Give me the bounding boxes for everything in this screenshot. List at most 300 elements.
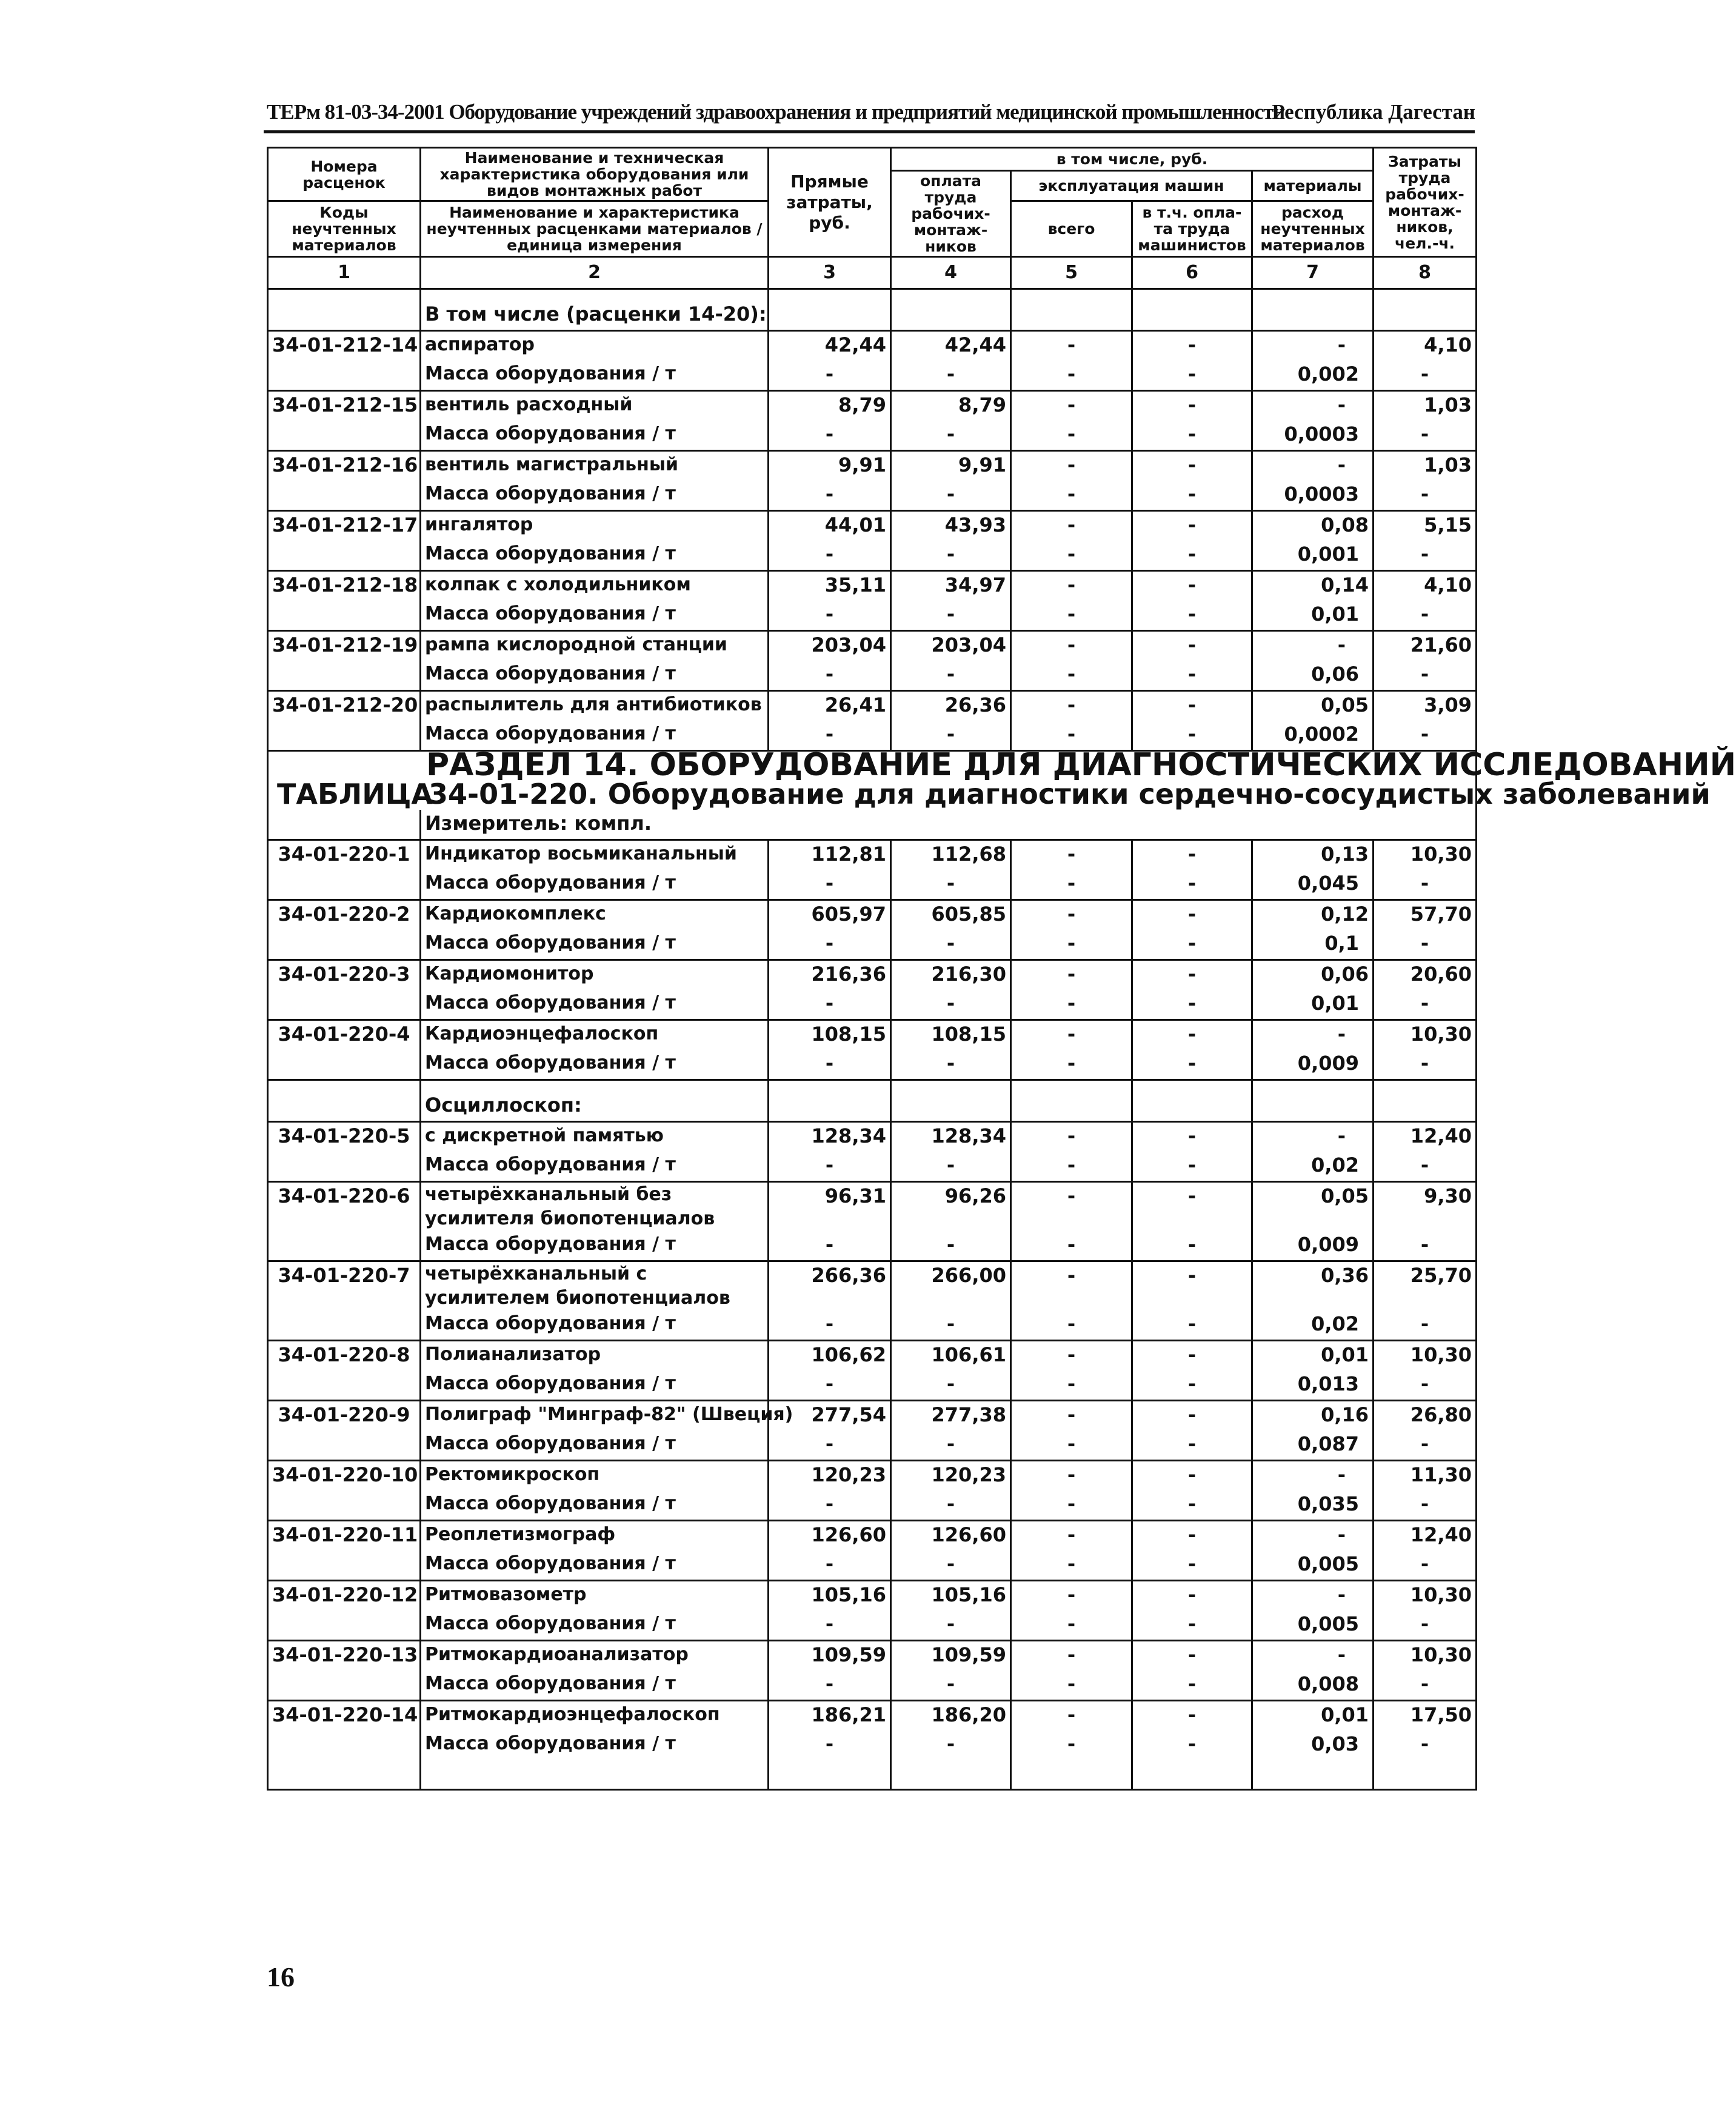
- machinists-pay: -: [1132, 960, 1252, 990]
- section-title: РАЗДЕЛ 14. ОБОРУДОВАНИЕ ДЛЯ ДИАГНОСТИЧЕСКИХ ИССЛЕДОВАНИЙ: [268, 751, 1477, 781]
- mass-machinists-pay: -: [1132, 1490, 1252, 1521]
- header-machines: эксплуатация машин: [1011, 171, 1252, 201]
- labor-pay: 105,16: [891, 1581, 1011, 1611]
- mass-direct-cost: -: [769, 1310, 891, 1341]
- mass-machines-total: -: [1011, 481, 1132, 511]
- rate-code: 34-01-212-18: [268, 571, 421, 601]
- header-col8: Затраты труда рабочих-монтаж-ников, чел.-ч.: [1374, 148, 1477, 257]
- item-name: Ритмокардиоэнцефалоскоп: [421, 1701, 769, 1731]
- blank-cell: [268, 1731, 421, 1760]
- item-name: Реоплетизмограф: [421, 1521, 769, 1551]
- mass-row: [268, 1370, 1477, 1401]
- mass-labor-hours: -: [1374, 1671, 1477, 1701]
- mass-label: Масса оборудования / т: [421, 1152, 769, 1182]
- labor-pay: 120,23: [891, 1461, 1011, 1491]
- labor-hours: 25,70: [1374, 1261, 1477, 1311]
- mass-labor-hours: -: [1374, 1050, 1477, 1080]
- mass-value: 0,035: [1252, 1490, 1374, 1521]
- mass-labor-hours: -: [1374, 930, 1477, 960]
- mass-direct-cost: -: [769, 1430, 891, 1461]
- section-title-row: [268, 751, 1477, 781]
- direct-cost: 109,59: [769, 1641, 891, 1671]
- machines-total: -: [1011, 1641, 1132, 1671]
- rows-group-b: [268, 840, 1477, 1080]
- blank-cell: [268, 990, 421, 1020]
- mass-labor-hours: -: [1374, 661, 1477, 691]
- labor-hours: 10,30: [1374, 840, 1477, 870]
- machinists-pay: -: [1132, 1401, 1252, 1431]
- labor-hours: 4,10: [1374, 571, 1477, 601]
- table-row: [268, 571, 1477, 601]
- machines-total: -: [1011, 1461, 1132, 1491]
- materials-cost: -: [1252, 331, 1374, 361]
- rate-code: 34-01-220-12: [268, 1581, 421, 1611]
- labor-hours: 1,03: [1374, 391, 1477, 421]
- mass-value: 0,1: [1252, 930, 1374, 960]
- mass-row: [268, 541, 1477, 571]
- labor-hours: 12,40: [1374, 1122, 1477, 1152]
- table-row: [268, 331, 1477, 361]
- mass-machinists-pay: -: [1132, 1310, 1252, 1341]
- machines-total: -: [1011, 1401, 1132, 1431]
- mass-value: 0,002: [1252, 361, 1374, 391]
- rate-code: 34-01-220-9: [268, 1401, 421, 1431]
- item-name: Ректомикроскоп: [421, 1461, 769, 1491]
- table-row: [268, 631, 1477, 661]
- direct-cost: 266,36: [769, 1261, 891, 1311]
- machines-total: -: [1011, 840, 1132, 870]
- table-row: [268, 1701, 1477, 1731]
- materials-cost: -: [1252, 1581, 1374, 1611]
- mass-direct-cost: -: [769, 541, 891, 571]
- machines-total: -: [1011, 571, 1132, 601]
- column-number: 4: [891, 257, 1011, 289]
- labor-pay: 8,79: [891, 391, 1011, 421]
- mass-direct-cost: -: [769, 1611, 891, 1641]
- labor-pay: 266,00: [891, 1261, 1011, 1311]
- mass-labor-pay: -: [891, 1050, 1011, 1080]
- item-name: Кардиокомплекс: [421, 900, 769, 930]
- running-header-region: Республика Дагестан: [1272, 100, 1475, 124]
- mass-machines-total: -: [1011, 661, 1132, 691]
- labor-pay: 109,59: [891, 1641, 1011, 1671]
- mass-labor-pay: -: [891, 421, 1011, 451]
- labor-hours: 12,40: [1374, 1521, 1477, 1551]
- materials-cost: -: [1252, 1020, 1374, 1050]
- mass-labor-hours: -: [1374, 541, 1477, 571]
- mass-labor-hours: -: [1374, 1370, 1477, 1401]
- direct-cost: 126,60: [769, 1521, 891, 1551]
- direct-cost: 35,11: [769, 571, 891, 601]
- labor-hours: 17,50: [1374, 1701, 1477, 1731]
- machinists-pay: -: [1132, 1701, 1252, 1731]
- mass-value: 0,009: [1252, 1050, 1374, 1080]
- mass-labor-pay: -: [891, 1310, 1011, 1341]
- labor-hours: 9,30: [1374, 1182, 1477, 1232]
- mass-value: 0,008: [1252, 1671, 1374, 1701]
- materials-cost: -: [1252, 1122, 1374, 1152]
- table-row: [268, 1341, 1477, 1371]
- labor-pay: 9,91: [891, 451, 1011, 481]
- mass-machinists-pay: -: [1132, 870, 1252, 900]
- mass-machines-total: -: [1011, 1611, 1132, 1641]
- mass-machinists-pay: -: [1132, 1050, 1252, 1080]
- machinists-pay: -: [1132, 1261, 1252, 1311]
- rate-code: 34-01-220-2: [268, 900, 421, 930]
- mass-row: [268, 1310, 1477, 1341]
- item-name: Полианализатор: [421, 1341, 769, 1371]
- mass-machinists-pay: -: [1132, 1551, 1252, 1581]
- rate-code: 34-01-220-10: [268, 1461, 421, 1491]
- mass-machinists-pay: -: [1132, 1731, 1252, 1760]
- machinists-pay: -: [1132, 511, 1252, 541]
- table-row: [268, 1182, 1477, 1232]
- mass-value: 0,0003: [1252, 421, 1374, 451]
- mass-value: 0,0003: [1252, 481, 1374, 511]
- unit-row: [268, 810, 1477, 840]
- mass-machinists-pay: -: [1132, 661, 1252, 691]
- mass-value: 0,087: [1252, 1430, 1374, 1461]
- table-end-row: [268, 1760, 1477, 1790]
- group2-block: [268, 1080, 1477, 1122]
- direct-cost: 108,15: [769, 1020, 891, 1050]
- table-row: [268, 691, 1477, 721]
- rate-code: 34-01-220-7: [268, 1261, 421, 1311]
- labor-hours: 10,30: [1374, 1581, 1477, 1611]
- column-number: 3: [769, 257, 891, 289]
- blank-cell: [268, 1430, 421, 1461]
- mass-label: Масса оборудования / т: [421, 1310, 769, 1341]
- labor-hours: 10,30: [1374, 1020, 1477, 1050]
- blank-cell: [268, 721, 421, 751]
- mass-machines-total: -: [1011, 721, 1132, 751]
- mass-labor-pay: -: [891, 481, 1011, 511]
- mass-row: [268, 1430, 1477, 1461]
- machines-total: -: [1011, 1581, 1132, 1611]
- mass-label: Масса оборудования / т: [421, 601, 769, 631]
- mass-row: [268, 990, 1477, 1020]
- direct-cost: 9,91: [769, 451, 891, 481]
- group-row: [268, 301, 1477, 331]
- mass-value: 0,005: [1252, 1611, 1374, 1641]
- mass-direct-cost: -: [769, 421, 891, 451]
- blank-cell: [268, 930, 421, 960]
- header-group: в том числе, руб.: [891, 148, 1374, 171]
- mass-labor-hours: -: [1374, 601, 1477, 631]
- item-name: вентиль расходный: [421, 391, 769, 421]
- machinists-pay: -: [1132, 571, 1252, 601]
- labor-pay: 106,61: [891, 1341, 1011, 1371]
- materials-cost: 0,12: [1252, 900, 1374, 930]
- mass-direct-cost: -: [769, 870, 891, 900]
- column-number: 6: [1132, 257, 1252, 289]
- blank-cell: [268, 601, 421, 631]
- labor-hours: 21,60: [1374, 631, 1477, 661]
- header-col1-bottom: Коды неучтенных материалов: [268, 201, 421, 257]
- labor-hours: 26,80: [1374, 1401, 1477, 1431]
- mass-label: Масса оборудования / т: [421, 1551, 769, 1581]
- machines-total: -: [1011, 1182, 1132, 1232]
- rate-code: 34-01-220-4: [268, 1020, 421, 1050]
- mass-value: 0,03: [1252, 1731, 1374, 1760]
- mass-machines-total: -: [1011, 601, 1132, 631]
- materials-cost: 0,14: [1252, 571, 1374, 601]
- mass-direct-cost: -: [769, 990, 891, 1020]
- mass-machines-total: -: [1011, 1310, 1132, 1341]
- mass-labor-hours: -: [1374, 721, 1477, 751]
- labor-pay: 96,26: [891, 1182, 1011, 1232]
- mass-machinists-pay: -: [1132, 421, 1252, 451]
- mass-machinists-pay: -: [1132, 1671, 1252, 1701]
- mass-labor-pay: -: [891, 870, 1011, 900]
- mass-direct-cost: -: [769, 481, 891, 511]
- table-title-text: 34-01-220. Оборудование для диагностики сердечно-сосудистых заболеваний: [429, 778, 1711, 810]
- labor-pay: 605,85: [891, 900, 1011, 930]
- mass-labor-pay: -: [891, 1731, 1011, 1760]
- mass-labor-pay: -: [891, 1430, 1011, 1461]
- machinists-pay: -: [1132, 391, 1252, 421]
- mass-labor-hours: -: [1374, 1231, 1477, 1261]
- rate-code: 34-01-212-19: [268, 631, 421, 661]
- machines-total: -: [1011, 631, 1132, 661]
- mass-machinists-pay: -: [1132, 481, 1252, 511]
- mass-machinists-pay: -: [1132, 721, 1252, 751]
- rate-code: 34-01-212-15: [268, 391, 421, 421]
- mass-labor-hours: -: [1374, 990, 1477, 1020]
- table-row: [268, 451, 1477, 481]
- header-col2-bottom: Наименование и характеристика неучтенных расценками материалов / единица измерения: [421, 201, 769, 257]
- machinists-pay: -: [1132, 1122, 1252, 1152]
- mass-label: Масса оборудования / т: [421, 1490, 769, 1521]
- table-row: [268, 900, 1477, 930]
- mass-label: Масса оборудования / т: [421, 990, 769, 1020]
- column-number: 5: [1011, 257, 1132, 289]
- mass-row: [268, 1731, 1477, 1760]
- machines-total: -: [1011, 331, 1132, 361]
- item-name: Полиграф "Минграф-82" (Швеция): [421, 1401, 769, 1431]
- materials-cost: 0,01: [1252, 1341, 1374, 1371]
- mass-machinists-pay: -: [1132, 1152, 1252, 1182]
- materials-cost: -: [1252, 631, 1374, 661]
- table-row: [268, 1261, 1477, 1311]
- machines-total: -: [1011, 1521, 1132, 1551]
- labor-hours: 10,30: [1374, 1341, 1477, 1371]
- direct-cost: 203,04: [769, 631, 891, 661]
- labor-pay: 108,15: [891, 1020, 1011, 1050]
- mass-machines-total: -: [1011, 930, 1132, 960]
- mass-labor-pay: -: [891, 1490, 1011, 1521]
- labor-pay: 128,34: [891, 1122, 1011, 1152]
- mass-row: [268, 661, 1477, 691]
- item-name: ингалятор: [421, 511, 769, 541]
- mass-labor-hours: -: [1374, 1611, 1477, 1641]
- rate-code: 34-01-220-8: [268, 1341, 421, 1371]
- mass-row: [268, 1551, 1477, 1581]
- table-title-label: ТАБЛИЦА: [277, 778, 433, 810]
- blank-cell: [268, 481, 421, 511]
- rate-code: 34-01-220-13: [268, 1641, 421, 1671]
- mass-machinists-pay: -: [1132, 1611, 1252, 1641]
- direct-cost: 26,41: [769, 691, 891, 721]
- machines-total: -: [1011, 1341, 1132, 1371]
- mass-direct-cost: -: [769, 601, 891, 631]
- mass-direct-cost: -: [769, 1231, 891, 1261]
- unit-label: Измеритель: компл.: [421, 810, 1477, 840]
- mass-direct-cost: -: [769, 1152, 891, 1182]
- mass-row: [268, 361, 1477, 391]
- column-number: 1: [268, 257, 421, 289]
- table-row: [268, 1641, 1477, 1671]
- table-row: [268, 391, 1477, 421]
- blank-cell: [268, 421, 421, 451]
- mass-row: [268, 1050, 1477, 1080]
- labor-hours: 5,15: [1374, 511, 1477, 541]
- mass-row: [268, 1152, 1477, 1182]
- labor-hours: 3,09: [1374, 691, 1477, 721]
- labor-pay: 277,38: [891, 1401, 1011, 1431]
- mass-machines-total: -: [1011, 1370, 1132, 1401]
- direct-cost: 277,54: [769, 1401, 891, 1431]
- mass-machines-total: -: [1011, 541, 1132, 571]
- mass-value: 0,01: [1252, 601, 1374, 631]
- mass-labor-pay: -: [891, 541, 1011, 571]
- column-numbers-row: [268, 257, 1477, 289]
- rows-group-c: [268, 1122, 1477, 1760]
- item-name: колпак с холодильником: [421, 571, 769, 601]
- rate-code: 34-01-212-16: [268, 451, 421, 481]
- mass-direct-cost: -: [769, 1671, 891, 1701]
- mass-label: Масса оборудования / т: [421, 721, 769, 751]
- header-col4: оплата труда рабочих-монтаж-ников: [891, 171, 1011, 257]
- rate-code: 34-01-220-3: [268, 960, 421, 990]
- materials-cost: 0,13: [1252, 840, 1374, 870]
- materials-cost: -: [1252, 391, 1374, 421]
- mass-machines-total: -: [1011, 1731, 1132, 1760]
- materials-cost: 0,16: [1252, 1401, 1374, 1431]
- labor-hours: 57,70: [1374, 900, 1477, 930]
- blank-cell: [268, 1551, 421, 1581]
- table-title-row: [268, 781, 1477, 810]
- mass-machines-total: -: [1011, 361, 1132, 391]
- machinists-pay: -: [1132, 631, 1252, 661]
- group-label: В том числе (расценки 14-20):: [421, 301, 769, 331]
- direct-cost: 8,79: [769, 391, 891, 421]
- mass-labor-pay: -: [891, 1551, 1011, 1581]
- labor-pay: 34,97: [891, 571, 1011, 601]
- blank-cell: [268, 661, 421, 691]
- item-name: рампа кислородной станции: [421, 631, 769, 661]
- blank-cell: [268, 1050, 421, 1080]
- rate-code: 34-01-220-6: [268, 1182, 421, 1232]
- header-col2-top: Наименование и техническая характеристика оборудования или видов монтажных работ: [421, 148, 769, 201]
- table-header: [268, 148, 1477, 289]
- mass-value: 0,045: [1252, 870, 1374, 900]
- rate-code: 34-01-220-14: [268, 1701, 421, 1731]
- mass-direct-cost: -: [769, 1370, 891, 1401]
- blank-cell: [268, 1370, 421, 1401]
- materials-cost: -: [1252, 1641, 1374, 1671]
- labor-hours: 20,60: [1374, 960, 1477, 990]
- machinists-pay: -: [1132, 1461, 1252, 1491]
- mass-labor-hours: -: [1374, 1551, 1477, 1581]
- item-name: распылитель для антибиотиков: [421, 691, 769, 721]
- direct-cost: 128,34: [769, 1122, 891, 1152]
- mass-labor-hours: -: [1374, 1430, 1477, 1461]
- labor-hours: 10,30: [1374, 1641, 1477, 1671]
- mass-machinists-pay: -: [1132, 1430, 1252, 1461]
- mass-value: 0,001: [1252, 541, 1374, 571]
- table-row: [268, 1020, 1477, 1050]
- mass-labor-hours: -: [1374, 421, 1477, 451]
- mass-row: [268, 870, 1477, 900]
- rate-code: 34-01-220-11: [268, 1521, 421, 1551]
- mass-machines-total: -: [1011, 421, 1132, 451]
- mass-row: [268, 1611, 1477, 1641]
- header-col3: Прямые затраты, руб.: [769, 148, 891, 257]
- machines-total: -: [1011, 1122, 1132, 1152]
- item-name: Кардиомонитор: [421, 960, 769, 990]
- mass-direct-cost: -: [769, 1490, 891, 1521]
- mass-value: 0,01: [1252, 990, 1374, 1020]
- column-number: 8: [1374, 257, 1477, 289]
- mass-labor-pay: -: [891, 601, 1011, 631]
- mass-label: Масса оборудования / т: [421, 421, 769, 451]
- column-number: 7: [1252, 257, 1374, 289]
- blank-cell: [268, 1671, 421, 1701]
- mass-labor-pay: -: [891, 1370, 1011, 1401]
- header-col7: расход неучтенных материалов: [1252, 201, 1374, 257]
- mass-label: Масса оборудования / т: [421, 1050, 769, 1080]
- materials-cost: -: [1252, 1461, 1374, 1491]
- item-name: Ритмовазометр: [421, 1581, 769, 1611]
- machinists-pay: -: [1132, 1020, 1252, 1050]
- mass-row: [268, 481, 1477, 511]
- blank-cell: [268, 541, 421, 571]
- header-col1-top: Номера расценок: [268, 148, 421, 201]
- blank-cell: [268, 1490, 421, 1521]
- machines-total: -: [1011, 900, 1132, 930]
- labor-pay: 126,60: [891, 1521, 1011, 1551]
- mass-direct-cost: -: [769, 930, 891, 960]
- running-header-title: ТЕРм 81-03-34-2001 Оборудование учреждений здравоохранения и предприятий медицинской промышленности: [267, 100, 1285, 124]
- table-row: [268, 1521, 1477, 1551]
- machinists-pay: -: [1132, 451, 1252, 481]
- mass-value: 0,013: [1252, 1370, 1374, 1401]
- mass-machinists-pay: -: [1132, 930, 1252, 960]
- table-row: [268, 1461, 1477, 1491]
- item-name: Ритмокардиоанализатор: [421, 1641, 769, 1671]
- mass-machines-total: -: [1011, 870, 1132, 900]
- mass-value: 0,005: [1252, 1551, 1374, 1581]
- header-col5: всего: [1011, 201, 1132, 257]
- table-row: [268, 840, 1477, 870]
- page-number: 16: [267, 1961, 295, 1992]
- labor-hours: 11,30: [1374, 1461, 1477, 1491]
- mass-labor-hours: -: [1374, 1731, 1477, 1760]
- header-col6: в т.ч. опла-та труда машинистов: [1132, 201, 1252, 257]
- mass-machines-total: -: [1011, 1231, 1132, 1261]
- labor-pay: 43,93: [891, 511, 1011, 541]
- mass-row: [268, 1490, 1477, 1521]
- mass-direct-cost: -: [769, 721, 891, 751]
- mass-label: Масса оборудования / т: [421, 481, 769, 511]
- mass-labor-hours: -: [1374, 870, 1477, 900]
- table-body: [268, 289, 1477, 331]
- materials-cost: 0,36: [1252, 1261, 1374, 1311]
- mass-labor-pay: -: [891, 661, 1011, 691]
- rows-group-a: [268, 331, 1477, 751]
- mass-row: [268, 1231, 1477, 1261]
